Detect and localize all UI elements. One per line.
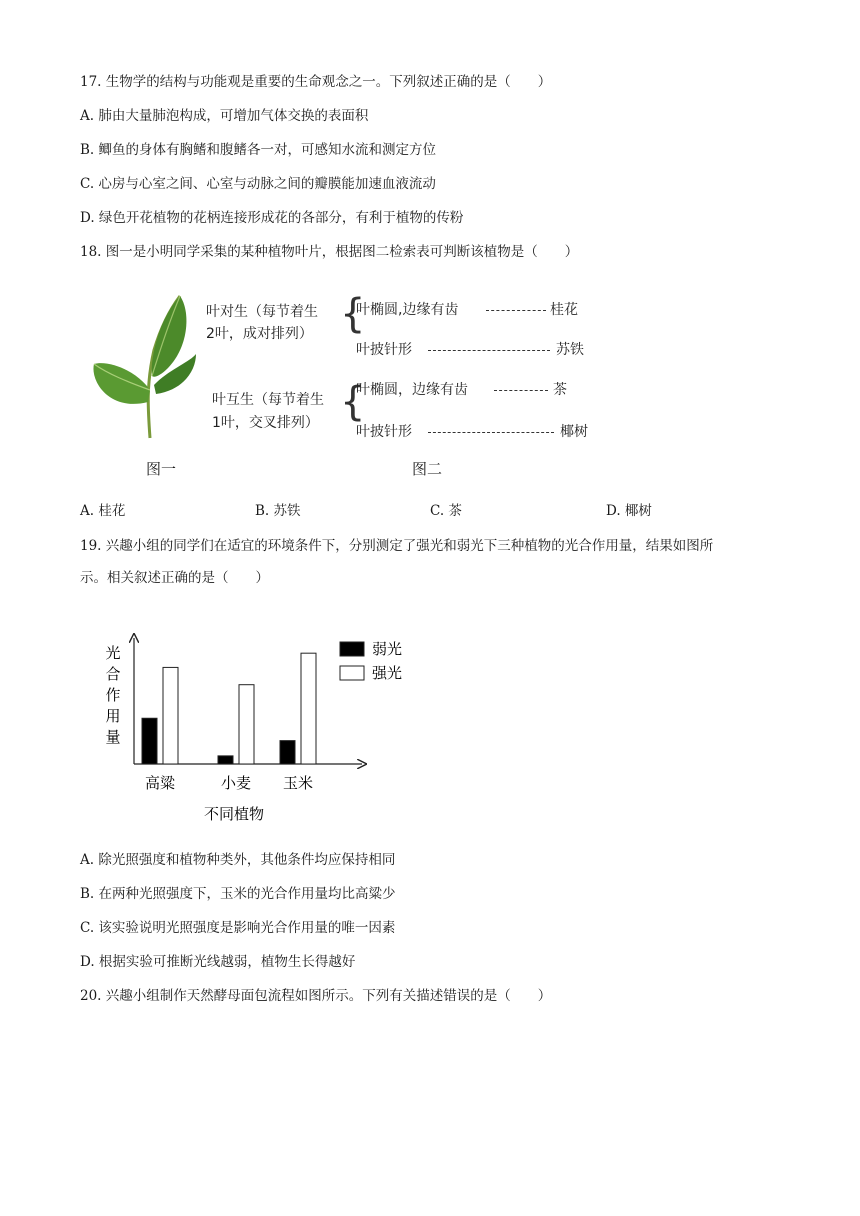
q19-option-a: A. 除光照强度和植物种类外，其他条件均应保持相同 (80, 852, 396, 868)
key-g2-a-text: 叶椭圆，边缘有齿 (356, 382, 468, 398)
y-axis-label-char: 量 (105, 728, 121, 746)
q20-stem: 20. 兴趣小组制作天然酵母面包流程如图所示。下列有关描述错误的是（ ） (80, 988, 552, 1004)
key-g2-a-result: 茶 (553, 382, 567, 398)
bar-strong-1 (239, 685, 254, 764)
bar-weak-1 (218, 756, 233, 764)
photosynthesis-bar-chart (96, 630, 416, 830)
q17-option-c: C. 心房与心室之间、心室与动脉之间的瓣膜能加速血液流动 (80, 176, 436, 192)
key-brace-2: { (340, 379, 366, 425)
key-dash-3 (494, 390, 548, 391)
q19-stem-line1: 19. 兴趣小组的同学们在适宜的环境条件下，分别测定了强光和弱光下三种植物的光合作用量，结果如图所 (80, 538, 714, 554)
q17-stem: 17. 生物学的结构与功能观是重要的生命观念之一。下列叙述正确的是（ ） (80, 74, 552, 90)
key-brace-1: { (340, 291, 366, 337)
q19-stem-line2: 示。相关叙述正确的是（ ） (80, 570, 269, 586)
q18-option-a: A. 桂花 (80, 503, 126, 519)
key-group1-line1: 叶对生（每节着生 (206, 304, 318, 320)
q18-option-b: B. 苏铁 (255, 503, 301, 519)
key-g1-a-text: 叶椭圆,边缘有齿 (356, 302, 459, 318)
q17-option-b: B. 鲫鱼的身体有胸鳍和腹鳍各一对，可感知水流和测定方位 (80, 142, 437, 158)
legend-swatch (340, 642, 364, 656)
fig2-caption: 图二 (412, 460, 443, 478)
q18-option-c: C. 茶 (430, 503, 462, 519)
q18-option-d: D. 椰树 (606, 503, 652, 519)
key-group1-line2: 2叶，成对排列） (206, 326, 313, 342)
x-tick-label: 高粱 (144, 774, 176, 792)
legend-label: 强光 (372, 664, 403, 682)
key-g1-b-text: 叶披针形 (356, 342, 412, 358)
key-g2-b-result: 椰树 (560, 424, 588, 440)
y-axis-label-char: 用 (105, 707, 121, 725)
key-group2-line1: 叶互生（每节着生 (212, 392, 324, 408)
y-axis-label-char: 光 (105, 644, 121, 662)
q17-option-d: D. 绿色开花植物的花柄连接形成花的各部分，有利于植物的传粉 (80, 210, 464, 226)
legend-swatch (340, 666, 364, 680)
legend-label: 弱光 (372, 640, 403, 658)
q19-option-b: B. 在两种光照强度下，玉米的光合作用量均比高粱少 (80, 886, 396, 902)
bar-strong-2 (301, 653, 316, 764)
bar-strong-0 (163, 667, 178, 764)
key-dash-4 (428, 432, 554, 433)
q17-option-a: A. 肺由大量肺泡构成，可增加气体交换的表面积 (80, 108, 369, 124)
x-tick-label: 小麦 (220, 774, 252, 792)
q18-stem: 18. 图一是小明同学采集的某种植物叶片，根据图二检索表可判断该植物是（ ） (80, 244, 579, 260)
x-axis-label: 不同植物 (203, 805, 265, 823)
y-axis-label-char: 合 (105, 665, 121, 683)
key-dash-1 (486, 310, 546, 311)
x-tick-label: 玉米 (282, 774, 314, 792)
key-g1-a-result: 桂花 (550, 302, 578, 318)
q19-option-c: C. 该实验说明光照强度是影响光合作用量的唯一因素 (80, 920, 396, 936)
bar-weak-0 (142, 718, 157, 764)
key-g2-b-text: 叶披针形 (356, 424, 412, 440)
bar-weak-2 (280, 741, 295, 764)
key-dash-2 (428, 350, 550, 351)
y-axis-label-char: 作 (105, 686, 121, 704)
key-g1-b-result: 苏铁 (556, 342, 584, 358)
key-group2-line2: 1叶，交叉排列） (212, 415, 319, 431)
fig1-caption: 图一 (146, 460, 177, 478)
leaf-illustration (88, 290, 198, 445)
q19-option-d: D. 根据实验可推断光线越弱，植物生长得越好 (80, 954, 356, 970)
